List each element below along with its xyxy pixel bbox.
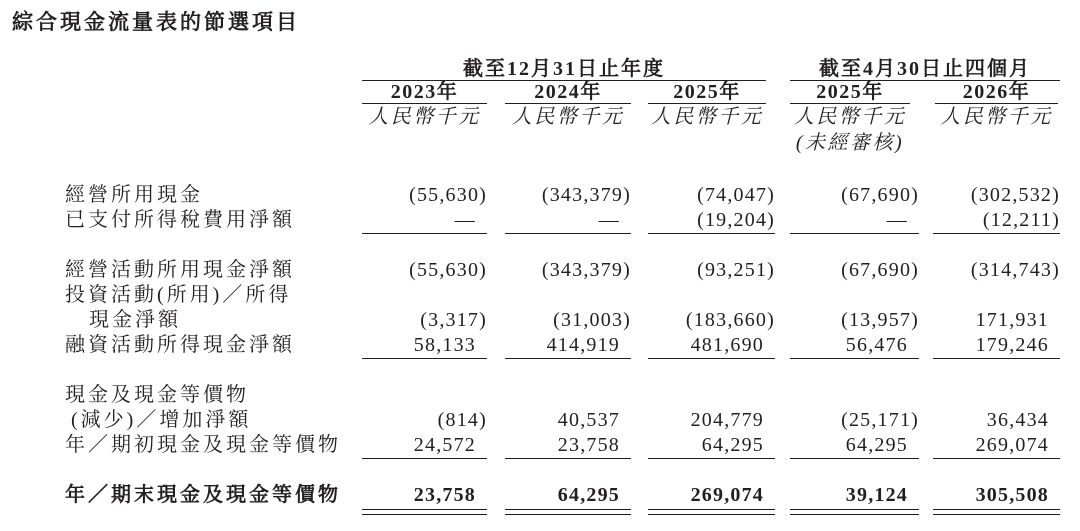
value-cell: 23,758 <box>557 434 620 456</box>
column-unit: 人民幣千元 <box>511 106 625 128</box>
value-cell: 64,295 <box>557 484 620 506</box>
row-underline <box>933 233 1060 234</box>
row-double-underline <box>362 514 487 515</box>
column-year: 2025年 <box>816 81 884 103</box>
value-cell: (814) <box>437 409 487 431</box>
value-cell: (55,630) <box>409 184 487 206</box>
row-label: 投資活動(所用)／所得 <box>65 284 292 306</box>
value-cell: 414,919 <box>546 334 620 356</box>
row-underline <box>362 458 487 459</box>
column-unit: 人民幣千元 <box>368 106 481 128</box>
row-label: 經營活動所用現金淨額 <box>65 259 295 281</box>
value-cell: 204,779 <box>690 409 764 431</box>
row-double-underline <box>505 509 631 510</box>
column-unit: 人民幣千元 <box>650 106 764 128</box>
row-underline <box>933 458 1060 459</box>
value-cell: 56,476 <box>845 334 908 356</box>
value-cell: — <box>598 209 620 231</box>
value-cell: (67,690) <box>841 259 919 281</box>
row-double-underline <box>790 514 919 515</box>
row-underline <box>362 233 487 234</box>
value-cell: (93,251) <box>697 259 775 281</box>
row-double-underline <box>648 514 775 515</box>
value-cell: 269,074 <box>975 434 1049 456</box>
value-cell: (12,211) <box>982 209 1060 231</box>
row-double-underline <box>790 509 919 510</box>
row-underline <box>505 458 631 459</box>
value-cell: — <box>886 209 908 231</box>
value-cell: 269,074 <box>690 484 764 506</box>
column-unit: 人民幣千元 <box>940 106 1053 128</box>
value-cell: 24,572 <box>413 434 476 456</box>
value-cell: (314,743) <box>970 259 1060 281</box>
value-cell: 39,124 <box>845 484 908 506</box>
row-underline <box>648 233 775 234</box>
value-cell: 36,434 <box>986 409 1049 431</box>
row-underline <box>790 358 919 359</box>
row-label: 已支付所得稅費用淨額 <box>65 209 295 231</box>
column-group-header: 截至4月30日止四個月 <box>819 58 1031 80</box>
row-underline <box>505 233 631 234</box>
row-underline <box>933 358 1060 359</box>
row-double-underline <box>933 514 1060 515</box>
row-double-underline <box>648 509 775 510</box>
row-underline <box>790 458 919 459</box>
value-cell: (55,630) <box>409 259 487 281</box>
value-cell: (74,047) <box>697 184 775 206</box>
value-cell: (343,379) <box>541 184 631 206</box>
value-cell: (3,317) <box>420 309 487 331</box>
value-cell: (31,003) <box>553 309 631 331</box>
row-double-underline <box>362 509 487 510</box>
row-underline <box>648 458 775 459</box>
row-label: 經營所用現金 <box>65 184 203 206</box>
row-underline <box>790 233 919 234</box>
column-year: 2026年 <box>962 81 1031 103</box>
column-year: 2025年 <box>673 81 741 103</box>
row-double-underline <box>505 514 631 515</box>
value-cell: (343,379) <box>541 259 631 281</box>
value-cell: 481,690 <box>690 334 764 356</box>
value-cell: 58,133 <box>413 334 476 356</box>
value-cell: (13,957) <box>841 309 919 331</box>
column-year: 2023年 <box>390 81 459 103</box>
value-cell: — <box>454 209 476 231</box>
page-title: 綜合現金流量表的節選項目 <box>12 10 300 34</box>
value-cell: 23,758 <box>413 484 476 506</box>
value-cell: (25,171) <box>841 409 919 431</box>
column-note: (未經審核) <box>795 132 905 154</box>
value-cell: 64,295 <box>845 434 908 456</box>
value-cell: (302,532) <box>970 184 1060 206</box>
value-cell: 179,246 <box>975 334 1049 356</box>
row-label: (減少)／增加淨額 <box>71 409 252 431</box>
row-underline <box>648 358 775 359</box>
row-underline <box>362 358 487 359</box>
value-cell: 64,295 <box>701 434 764 456</box>
value-cell: (183,660) <box>685 309 775 331</box>
column-year: 2024年 <box>534 81 602 103</box>
value-cell: (19,204) <box>697 209 775 231</box>
row-label: 現金淨額 <box>89 309 181 331</box>
row-label: 現金及現金等價物 <box>65 384 249 406</box>
row-label: 融資活動所得現金淨額 <box>65 334 295 356</box>
row-label: 年／期初現金及現金等價物 <box>65 434 341 456</box>
row-underline <box>505 358 631 359</box>
value-cell: (67,690) <box>841 184 919 206</box>
value-cell: 171,931 <box>975 309 1049 331</box>
value-cell: 305,508 <box>975 484 1049 506</box>
row-label: 年／期末現金及現金等價物 <box>65 484 341 506</box>
value-cell: 40,537 <box>557 409 620 431</box>
row-double-underline <box>933 509 1060 510</box>
column-group-header: 截至12月31日止年度 <box>463 58 665 80</box>
column-unit: 人民幣千元 <box>793 106 907 128</box>
